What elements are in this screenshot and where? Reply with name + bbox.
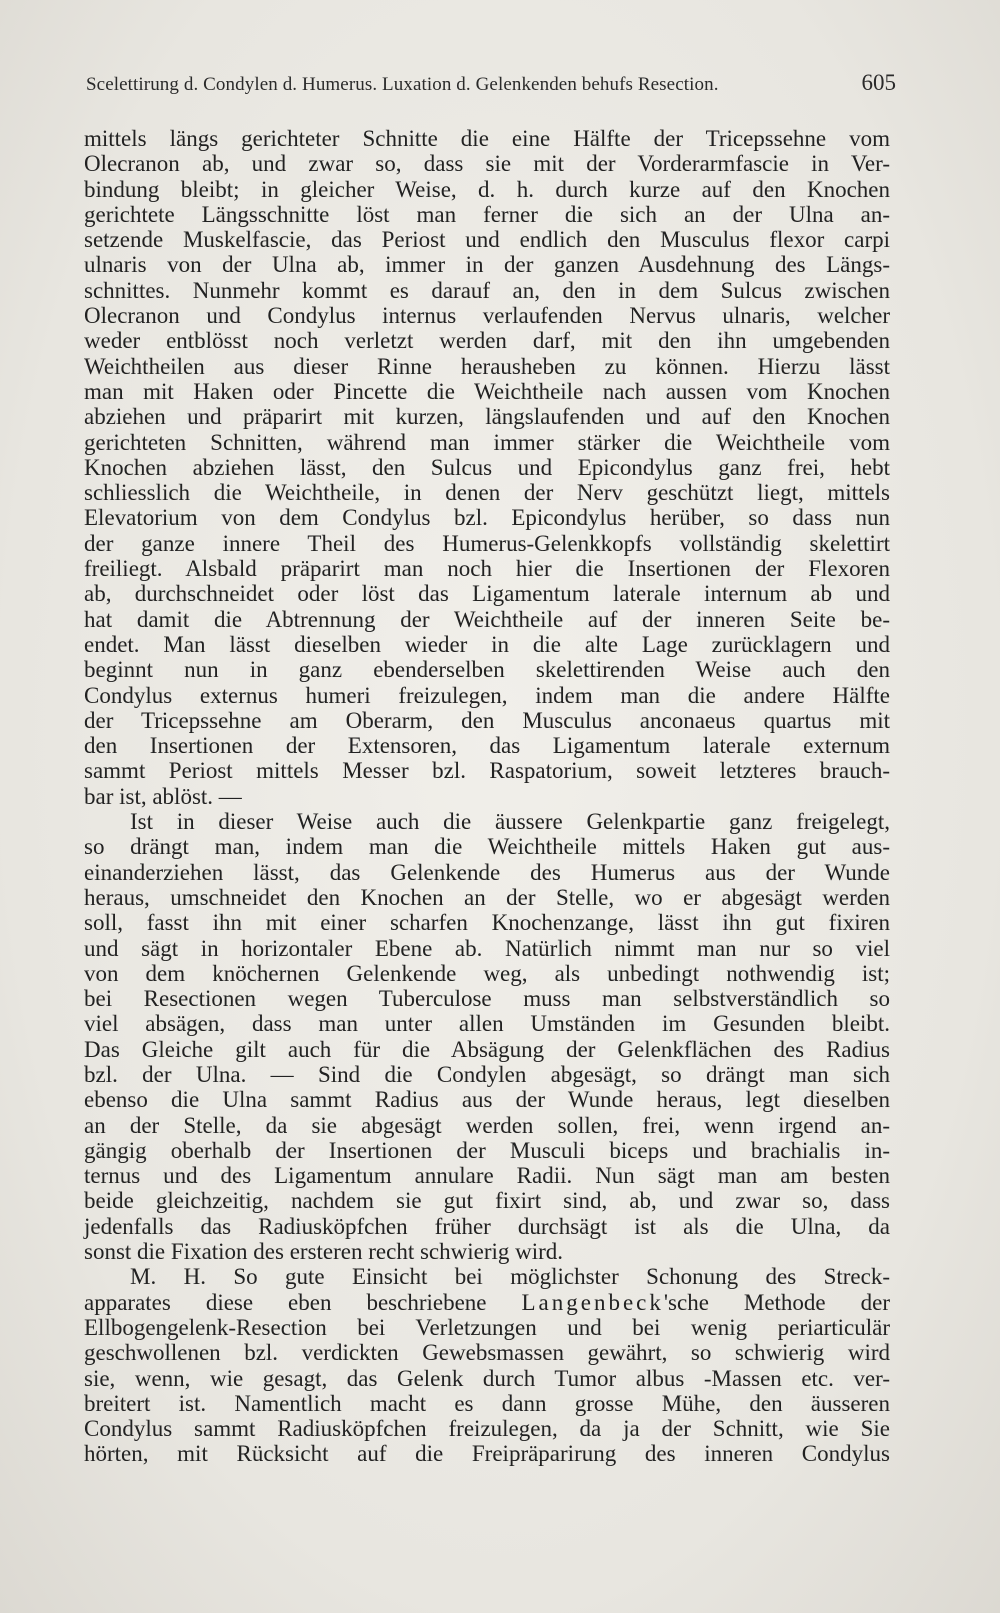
text-line: jedenfalls das Radiusköpfchen früher durchsägt ist als die Ulna, da [84, 1213, 890, 1239]
text-line: an der Stelle, da sie abgesägt werden sollen, frei, wenn irgend an- [84, 1112, 890, 1138]
page-number: 605 [861, 70, 896, 95]
text-line: bindung bleibt; in gleicher Weise, d. h. durch kurze auf den Knochen [84, 176, 890, 202]
text-line: bei Resectionen wegen Tuberculose muss man selbstverständlich so [84, 986, 890, 1012]
text-line: der Tricepssehne am Oberarm, den Musculus anconaeus quartus mit [84, 707, 890, 733]
page-header [86, 70, 896, 100]
text-line: den Insertionen der Extensoren, das Ligamentum laterale externum [84, 733, 890, 759]
text-line: hat damit die Abtrennung der Weichtheile auf der inneren Seite be- [84, 606, 890, 632]
text-line: Das Gleiche gilt auch für die Absägung der Gelenkflächen des Radius [84, 1036, 890, 1062]
text-segment: 'sche Methode der [663, 1289, 890, 1315]
text-line: endet. Man lässt dieselben wieder in die alte Lage zurücklagern und [84, 631, 890, 657]
text-line: geschwollenen bzl. verdickten Gewebsmassen gewährt, so schwierig wird [84, 1340, 890, 1366]
text-line: Knochen abziehen lässt, den Sulcus und Epicondylus ganz frei, hebt [84, 454, 890, 480]
text-line: bzl. der Ulna. — Sind die Condylen abgesägt, so drängt man sich [84, 1061, 890, 1087]
text-line: bar ist, ablöst. — [84, 783, 242, 809]
text-line: Weichtheilen aus dieser Rinne herausheben zu können. Hierzu lässt [84, 353, 890, 379]
text-line: setzende Muskelfascie, das Periost und endlich den Musculus flexor carpi [84, 227, 890, 253]
text-line: Olecranon und Condylus internus verlaufenden Nervus ulnaris, welcher [84, 303, 890, 329]
text-line: sammt Periost mittels Messer bzl. Raspatorium, soweit letzteres brauch- [84, 758, 890, 784]
text-line: sie, wenn, wie gesagt, das Gelenk durch Tumor albus -Massen etc. ver- [84, 1365, 890, 1391]
text-line: gerichtete Längsschnitte löst man ferner die sich an der Ulna an- [84, 201, 890, 227]
text-line: soll, fasst ihn mit einer scharfen Knochenzange, lässt ihn gut fixiren [84, 910, 890, 936]
text-line: so drängt man, indem man die Weichtheile mittels Haken gut aus- [84, 834, 890, 860]
text-line: beide gleichzeitig, nachdem sie gut fixirt sind, ab, und zwar so, dass [84, 1188, 890, 1214]
text-line: heraus, umschneidet den Knochen an der Stelle, wo er abgesägt werden [84, 884, 890, 910]
text-line: Ellbogengelenk-Resection bei Verletzungen und bei wenig periarticulär [84, 1314, 890, 1340]
body-text [84, 126, 890, 1467]
text-line: schnittes. Nunmehr kommt es darauf an, den in dem Sulcus zwischen [84, 277, 890, 303]
running-head: Scelettirung d. Condylen d. Humerus. Luxation d. Gelenkenden behufs Resection. [86, 74, 719, 95]
text-line: Condylus externus humeri freizulegen, indem man die andere Hälfte [84, 682, 890, 708]
author-name-spaced: Langenbeck [521, 1289, 664, 1315]
text-line: einanderziehen lässt, das Gelenkende des Humerus aus der Wunde [84, 859, 890, 885]
text-line: hörten, mit Rücksicht auf die Freipräparirung des inneren Condylus [84, 1441, 890, 1467]
paragraph-start-line: M. H. So gute Einsicht bei möglichster Schonung des Streck- [130, 1264, 890, 1290]
text-line: Elevatorium von dem Condylus bzl. Epicondylus herüber, so dass nun [84, 505, 890, 531]
text-line: sonst die Fixation des ersteren recht schwierig wird. [84, 1239, 564, 1265]
text-line: schliesslich die Weichtheile, in denen der Nerv geschützt liegt, mittels [84, 480, 890, 506]
text-line: man mit Haken oder Pincette die Weichtheile nach aussen vom Knochen [84, 378, 890, 404]
text-line: beginnt nun in ganz ebenderselben skelettirenden Weise auch den [84, 657, 890, 683]
text-line: freiliegt. Alsbald präparirt man noch hier die Insertionen der Flexoren [84, 556, 890, 582]
text-line: gängig oberhalb der Insertionen der Musculi biceps und brachialis in- [84, 1137, 890, 1163]
text-line: mittels längs gerichteter Schnitte die eine Hälfte der Tricepssehne vom [84, 126, 890, 151]
text-line: abziehen und präparirt mit kurzen, längslaufenden und auf den Knochen [84, 404, 890, 430]
text-segment: apparates diese eben beschriebene [84, 1289, 487, 1315]
text-line: ab, durchschneidet oder löst das Ligamentum laterale internum ab und [84, 581, 890, 607]
text-line [84, 1290, 890, 1315]
text-line: gerichteten Schnitten, während man immer stärker die Weichtheile vom [84, 429, 890, 455]
text-line: weder entblösst noch verletzt werden darf, mit den ihn umgebenden [84, 328, 890, 354]
text-line: ternus und des Ligamentum annulare Radii. Nun sägt man am besten [84, 1163, 890, 1189]
paragraph-start-line: Ist in dieser Weise auch die äussere Gelenkpartie ganz freigelegt, [130, 809, 890, 835]
text-line: breitert ist. Namentlich macht es dann grosse Mühe, den äusseren [84, 1390, 890, 1416]
text-line: ulnaris von der Ulna ab, immer in der ganzen Ausdehnung des Längs- [84, 252, 890, 278]
text-line: der ganze innere Theil des Humerus-Gelenkkopfs vollständig skelettirt [84, 530, 890, 556]
text-line: und sägt in horizontaler Ebene ab. Natürlich nimmt man nur so viel [84, 935, 890, 961]
text-line: ebenso die Ulna sammt Radius aus der Wunde heraus, legt dieselben [84, 1087, 890, 1113]
text-line: von dem knöchernen Gelenkende weg, als unbedingt nothwendig ist; [84, 960, 890, 986]
text-line: viel absägen, dass man unter allen Umständen im Gesunden bleibt. [84, 1011, 890, 1037]
text-line: Olecranon ab, und zwar so, dass sie mit der Vorderarmfascie in Ver- [84, 151, 890, 177]
text-line: Condylus sammt Radiusköpfchen freizulegen, da ja der Schnitt, wie Sie [84, 1416, 890, 1442]
